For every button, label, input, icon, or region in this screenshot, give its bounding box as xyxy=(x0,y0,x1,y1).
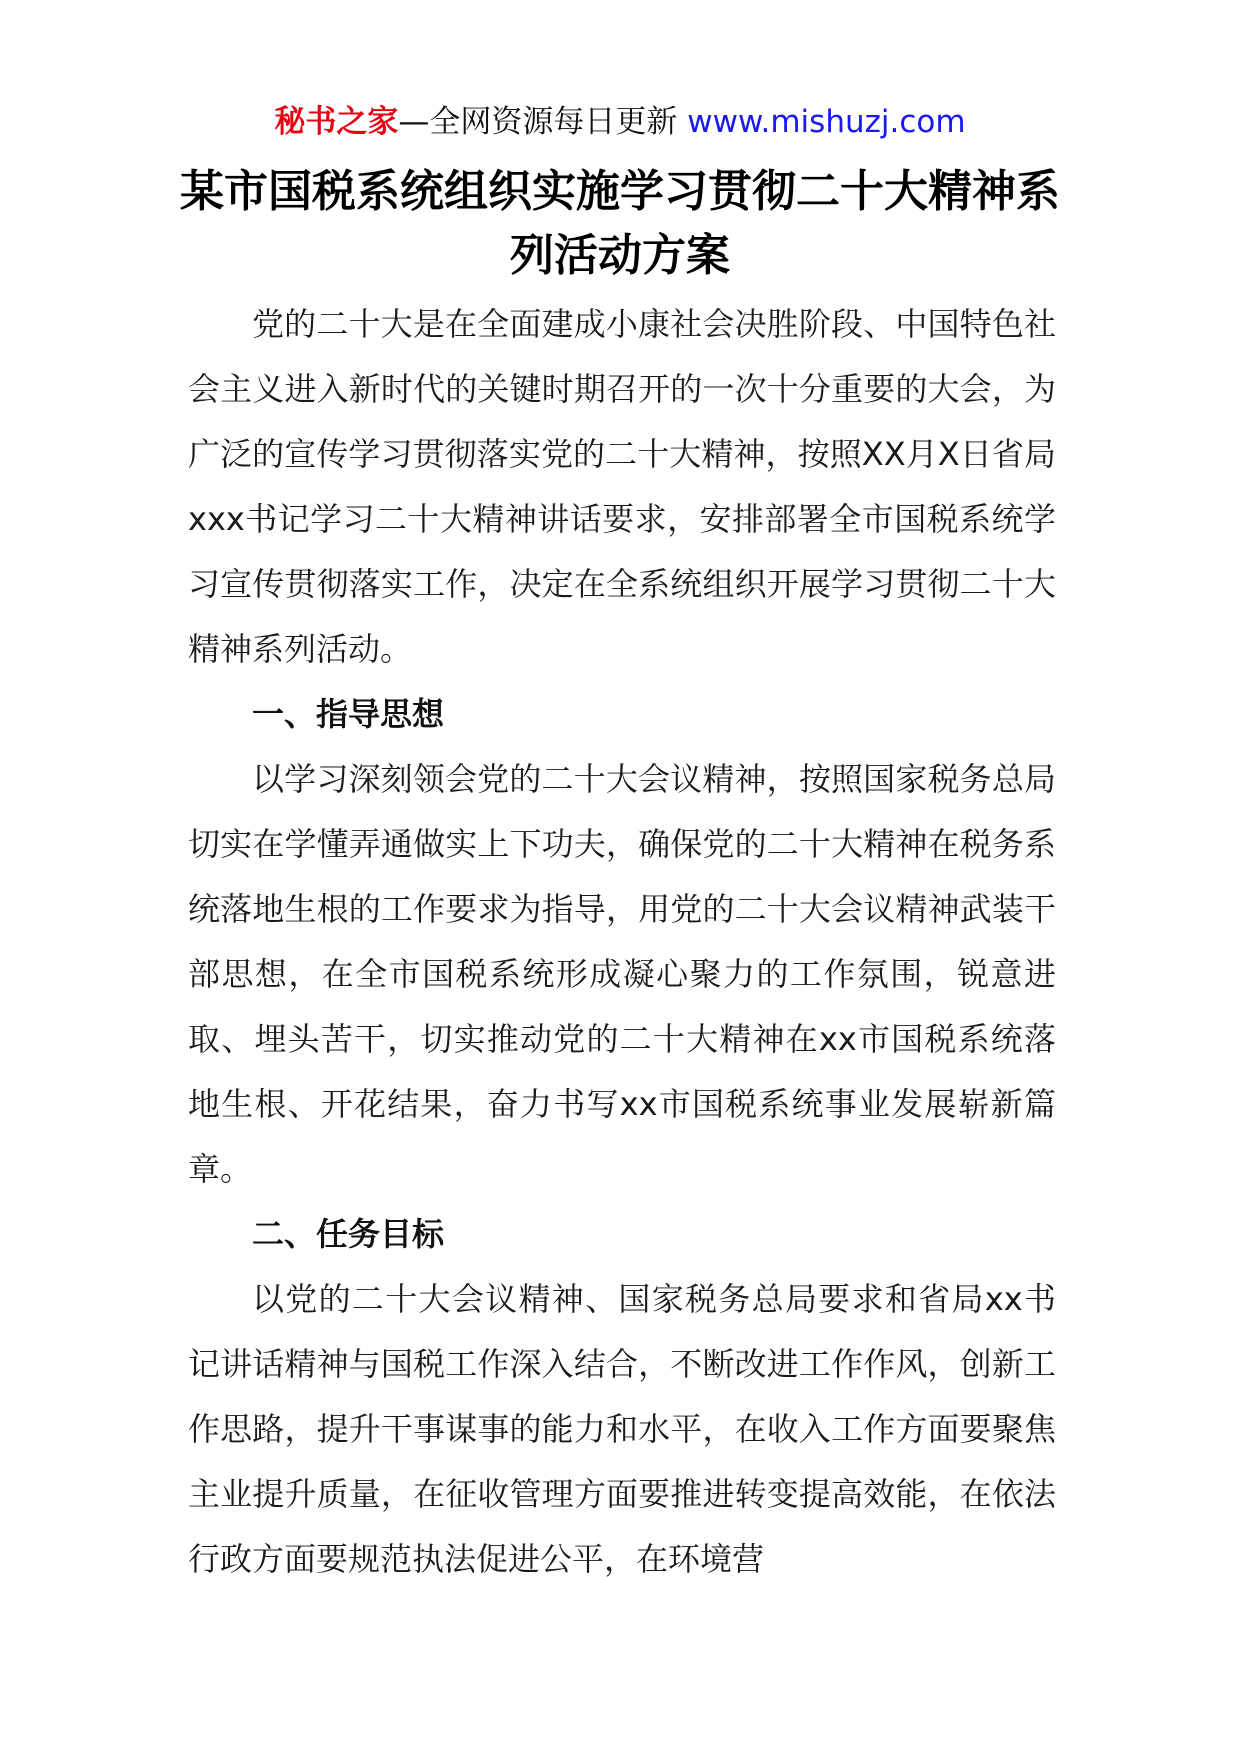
brand-name: 秘书之家 xyxy=(274,104,399,140)
document-body xyxy=(188,292,1056,1592)
banner-slogan: —全网资源每日更新 xyxy=(398,104,678,140)
site-url-link[interactable]: www.mishuzj.com xyxy=(687,104,966,140)
section-heading-guiding-ideology: 一、指导思想 xyxy=(252,695,445,733)
section-body-guiding-ideology: 以学习深刻领会党的二十大会议精神，按照国家税务总局切实在学懂弄通做实上下功夫，确保党的二十大精神在税务系统落地生根的工作要求为指导，用党的二十大会议精神武装干部思想，在全市国税系统形成凝心聚力的工作氛围，锐意进取、埋头苦干，切实推动党的二十大精神在xx市国税系统落地生根、开花结果，奋力书写xx市国税系统事业发展崭新篇章。 xyxy=(188,760,1056,1188)
document-title: 某市国税系统组织实施学习贯彻二十大精神系列活动方案 xyxy=(180,166,1060,281)
section-body-task-goals: 以党的二十大会议精神、国家税务总局要求和省局xx书记讲话精神与国税工作深入结合，不断改进工作作风，创新工作思路，提升干事谋事的能力和水平，在收入工作方面要聚焦主业提升质量，在征收管理方面要推进转变提高效能，在依法行政方面要规范执法促进公平，在环境营 xyxy=(188,1280,1056,1578)
site-banner xyxy=(0,102,1240,142)
section-heading-task-goals: 二、任务目标 xyxy=(252,1215,445,1253)
intro-paragraph: 党的二十大是在全面建成小康社会决胜阶段、中国特色社会主义进入新时代的关键时期召开的一次十分重要的大会，为广泛的宣传学习贯彻落实党的二十大精神，按照XX月X日省局xxx书记学习二十大精神讲话要求，安排部署全市国税系统学习宣传贯彻落实工作，决定在全系统组织开展学习贯彻二十大精神系列活动。 xyxy=(188,305,1056,668)
